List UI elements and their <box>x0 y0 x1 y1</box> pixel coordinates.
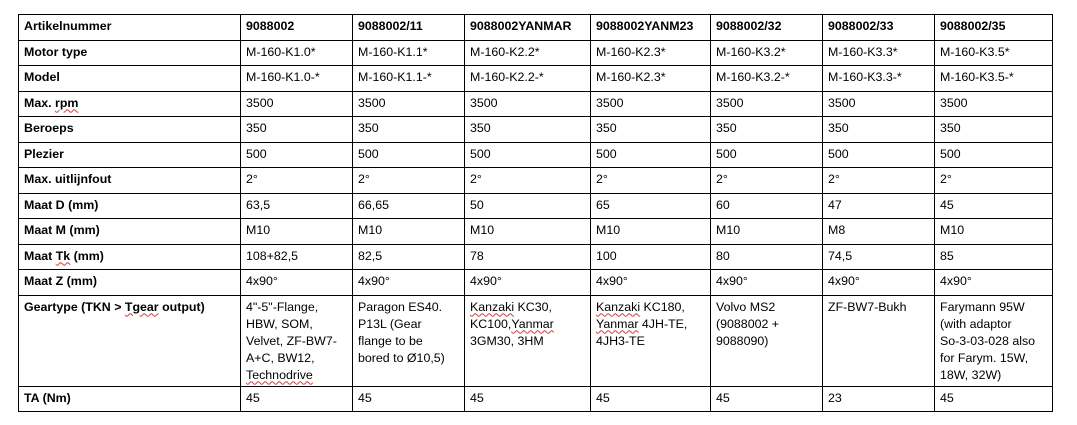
table-row-model <box>19 66 1053 92</box>
table-cell: M10 <box>711 219 823 245</box>
row-label: Beroeps <box>19 117 241 143</box>
table-row-plezier <box>19 142 1053 168</box>
table-cell: 108+82,5 <box>241 244 353 270</box>
table-cell: 2° <box>823 168 935 194</box>
row-label: Model <box>19 66 241 92</box>
table-cell: 60 <box>711 193 823 219</box>
spellcheck-mark: Kanzaki <box>596 299 641 314</box>
table-cell: M-160-K3.5* <box>935 40 1053 66</box>
table-cell: 500 <box>591 142 711 168</box>
table-row-max-rpm <box>19 91 1053 117</box>
table-cell: 350 <box>935 117 1053 143</box>
row-label: Max. rpm <box>19 91 241 117</box>
table-cell: 2° <box>935 168 1053 194</box>
table-cell: 65 <box>591 193 711 219</box>
table-cell: 500 <box>823 142 935 168</box>
table-cell: 2° <box>591 168 711 194</box>
row-label: TA (Nm) <box>19 386 241 412</box>
table-cell: 3500 <box>353 91 465 117</box>
table-cell: 47 <box>823 193 935 219</box>
table-cell: M-160-K2.2-* <box>465 66 591 92</box>
header-row <box>19 15 1053 41</box>
table-cell: 350 <box>353 117 465 143</box>
spellcheck-mark: Technodrive <box>246 367 313 382</box>
spellcheck-mark: Yanmar <box>511 316 554 331</box>
spellcheck-mark: Tk <box>55 248 71 263</box>
table-cell: M8 <box>823 219 935 245</box>
table-row-beroeps <box>19 117 1053 143</box>
table-cell: 3500 <box>711 91 823 117</box>
table-cell: Kanzaki KC180, Yanmar 4JH-TE, 4JH3-TE <box>591 295 711 386</box>
spec-table <box>18 14 1053 412</box>
table-cell: Volvo MS2 (9088002 + 9088090) <box>711 295 823 386</box>
table-cell: M-160-K1.1* <box>353 40 465 66</box>
table-cell: 4"-5"-Flange, HBW, SOM, Velvet, ZF-BW7- A+C, BW12, Technodrive <box>241 295 353 386</box>
table-cell: M-160-K2.2* <box>465 40 591 66</box>
table-cell: 63,5 <box>241 193 353 219</box>
table-cell: 66,65 <box>353 193 465 219</box>
table-cell: M-160-K2.3* <box>591 66 711 92</box>
table-cell: 23 <box>823 386 935 412</box>
table-cell: 4x90° <box>465 270 591 296</box>
table-cell: 4x90° <box>591 270 711 296</box>
table-cell: 4x90° <box>935 270 1053 296</box>
table-cell: 2° <box>711 168 823 194</box>
table-cell: M-160-K1.1-* <box>353 66 465 92</box>
table-cell: 4x90° <box>353 270 465 296</box>
table-cell: 2° <box>353 168 465 194</box>
table-row-motor-type <box>19 40 1053 66</box>
table-row-geartype <box>19 295 1053 386</box>
header-cell: 9088002/35 <box>935 15 1053 41</box>
table-cell: 500 <box>711 142 823 168</box>
table-cell: 85 <box>935 244 1053 270</box>
table-cell: M-160-K1.0-* <box>241 66 353 92</box>
table-cell: 500 <box>353 142 465 168</box>
table-cell: M-160-K3.3-* <box>823 66 935 92</box>
table-cell: 78 <box>465 244 591 270</box>
table-cell: 350 <box>465 117 591 143</box>
table-row-ta <box>19 386 1053 412</box>
table-cell: 4x90° <box>711 270 823 296</box>
table-cell: M10 <box>241 219 353 245</box>
table-cell: 50 <box>465 193 591 219</box>
spellcheck-mark: Yanmar <box>596 316 639 331</box>
table-row-maat-tk <box>19 244 1053 270</box>
table-row-maat-m <box>19 219 1053 245</box>
table-cell: M10 <box>353 219 465 245</box>
table-cell: 45 <box>465 386 591 412</box>
spellcheck-mark: Kanzaki <box>470 299 515 314</box>
table-row-max-uitlijnfout <box>19 168 1053 194</box>
table-cell: 45 <box>591 386 711 412</box>
table-cell: 350 <box>591 117 711 143</box>
table-cell: 500 <box>935 142 1053 168</box>
table-cell: Paragon ES40. P13L (Gear flange to be bored to Ø10,5) <box>353 295 465 386</box>
table-cell: M10 <box>935 219 1053 245</box>
table-cell: 82,5 <box>353 244 465 270</box>
table-cell: 4x90° <box>241 270 353 296</box>
row-label: Geartype (TKN > Tgear output) <box>19 295 241 386</box>
row-label: Plezier <box>19 142 241 168</box>
header-cell: 9088002 <box>241 15 353 41</box>
table-cell: ZF-BW7-Bukh <box>823 295 935 386</box>
row-label: Maat M (mm) <box>19 219 241 245</box>
row-label: Maat D (mm) <box>19 193 241 219</box>
table-cell: 45 <box>353 386 465 412</box>
table-cell: M-160-K2.3* <box>591 40 711 66</box>
table-cell: 2° <box>465 168 591 194</box>
table-cell: 3500 <box>591 91 711 117</box>
table-cell: 80 <box>711 244 823 270</box>
table-cell: 74,5 <box>823 244 935 270</box>
row-label: Max. uitlijnfout <box>19 168 241 194</box>
table-cell: Farymann 95W (with adaptor So-3-03-028 also for Farym. 15W, 18W, 32W) <box>935 295 1053 386</box>
header-cell: 9088002YANM23 <box>591 15 711 41</box>
table-cell: 100 <box>591 244 711 270</box>
spellcheck-mark: rpm <box>55 95 79 110</box>
table-row-maat-d <box>19 193 1053 219</box>
header-cell: 9088002/32 <box>711 15 823 41</box>
header-label: Artikelnummer <box>19 15 241 41</box>
table-row-maat-z <box>19 270 1053 296</box>
table-cell: 45 <box>935 193 1053 219</box>
table-cell: Kanzaki KC30, KC100,Yanmar 3GM30, 3HM <box>465 295 591 386</box>
table-cell: 4x90° <box>823 270 935 296</box>
table-cell: 500 <box>465 142 591 168</box>
table-cell: 500 <box>241 142 353 168</box>
row-label: Maat Tk (mm) <box>19 244 241 270</box>
table-cell: 45 <box>241 386 353 412</box>
table-cell: 350 <box>241 117 353 143</box>
header-cell: 9088002/11 <box>353 15 465 41</box>
row-label: Motor type <box>19 40 241 66</box>
table-cell: M-160-K3.2-* <box>711 66 823 92</box>
header-cell: 9088002/33 <box>823 15 935 41</box>
table-cell: M10 <box>465 219 591 245</box>
table-body <box>19 15 1053 412</box>
table-cell: 350 <box>823 117 935 143</box>
table-cell: M10 <box>591 219 711 245</box>
row-label: Maat Z (mm) <box>19 270 241 296</box>
header-cell: 9088002YANMAR <box>465 15 591 41</box>
table-cell: M-160-K1.0* <box>241 40 353 66</box>
table-cell: 45 <box>711 386 823 412</box>
table-cell: 3500 <box>935 91 1053 117</box>
table-cell: M-160-K3.3* <box>823 40 935 66</box>
table-cell: 3500 <box>241 91 353 117</box>
table-cell: 45 <box>935 386 1053 412</box>
table-cell: M-160-K3.2* <box>711 40 823 66</box>
table-cell: 350 <box>711 117 823 143</box>
spellcheck-mark: Tgear <box>124 299 159 314</box>
table-cell: 2° <box>241 168 353 194</box>
table-cell: 3500 <box>465 91 591 117</box>
table-cell: 3500 <box>823 91 935 117</box>
table-cell: M-160-K3.5-* <box>935 66 1053 92</box>
